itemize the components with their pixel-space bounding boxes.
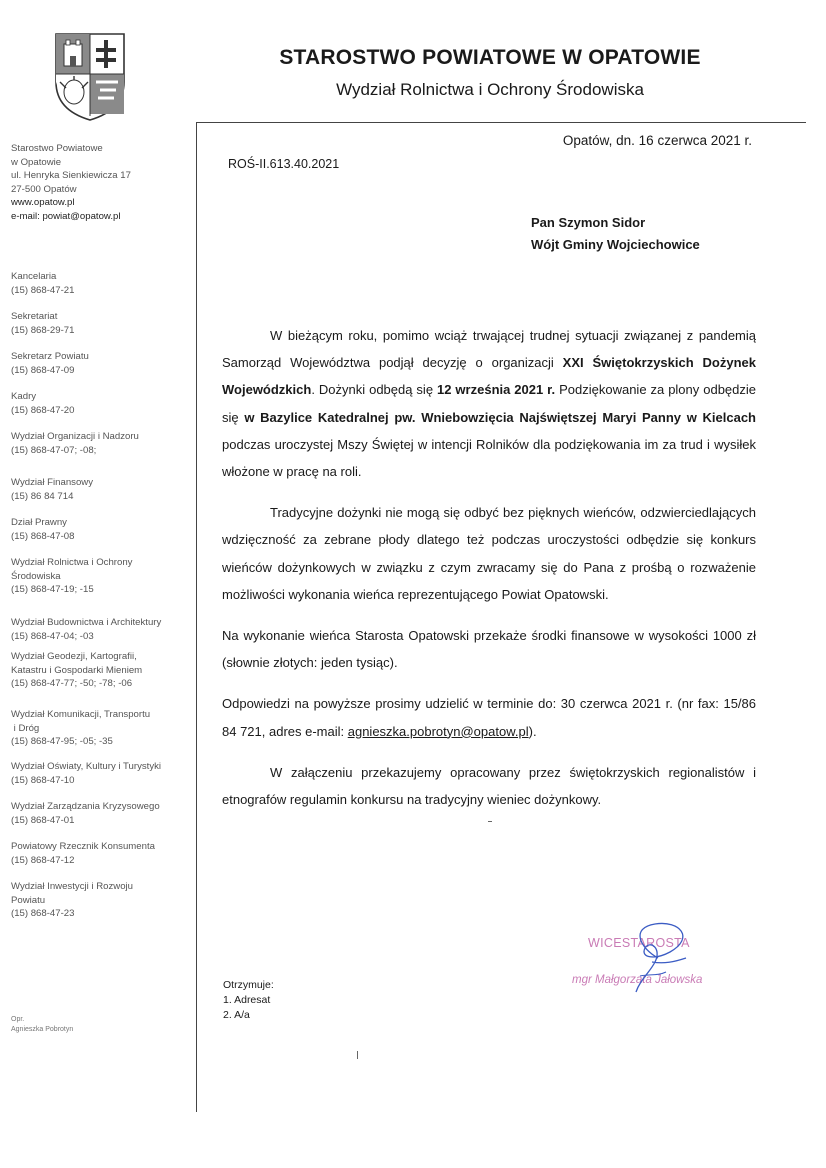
email-link[interactable]: e-mail: powiat@opatow.pl xyxy=(11,210,121,222)
department-phone: (15) 868-47-95; -05; -35 xyxy=(11,736,113,748)
department-phone: (15) 868-47-20 xyxy=(11,404,75,416)
department-entry xyxy=(11,350,193,377)
department-entry xyxy=(11,880,193,921)
department-entry xyxy=(11,270,193,297)
paragraph-3: Na wykonanie wieńca Starosta Opatowski przekaże środki finansowe w wysokości 1000 zł (słownie złotych: jeden tysiąc). xyxy=(222,628,756,671)
department-name: Wydział Finansowy xyxy=(11,477,94,488)
vertical-divider xyxy=(196,122,197,1112)
recipient-title: Wójt Gminy Wojciechowice xyxy=(531,237,700,252)
recipient-block xyxy=(531,212,700,256)
department-phone: (15) 868-47-01 xyxy=(11,814,75,826)
department-phone: (15) 868-47-23 xyxy=(11,908,75,920)
department-entry xyxy=(11,616,193,643)
fold-mark xyxy=(357,1051,358,1059)
letter-date: Opatów, dn. 16 czerwca 2021 r. xyxy=(562,133,752,148)
coat-of-arms-logo xyxy=(52,30,128,122)
prepared-by-name: Agnieszka Pobrotyn xyxy=(11,1026,74,1033)
department-entry xyxy=(11,800,193,827)
department-phone: (15) 868-47-10 xyxy=(11,774,75,786)
mark xyxy=(488,821,492,822)
department-entry xyxy=(11,556,193,597)
signature-stamp-title: WICESTAROSTA xyxy=(588,936,690,950)
department-phone: (15) 86 84 714 xyxy=(11,490,74,502)
reference-number: ROŚ-II.613.40.2021 xyxy=(228,157,340,171)
department-phone: (15) 868-47-19; -15 xyxy=(11,584,94,596)
department-entry xyxy=(11,516,193,543)
department-phone: (15) 868-47-04; -03 xyxy=(11,630,94,642)
department-name: Wydział Zarządzania Kryzysowego xyxy=(11,801,160,812)
department-name: Dział Prawny xyxy=(11,517,67,528)
paragraph-1: W bieżącym roku, pomimo wciąż trwającej trudnej sytuacji związanej z pandemią Samorząd Województwa podjął decyzję o organizacji XXI Świętokrzyskich Dożynek Wojewódzkich. Dożynki odbędą się 12 września 2021 r. Podziękowanie za plony odbędzie się w Bazylice Katedralnej pw. Wniebowzięcia Najświętszej Maryi Panny w Kielcach podczas uroczystej Mszy Świętej w intencji Rolników dla podziękowania im za trud i wysiłek włożone w pracę na roli. xyxy=(222,328,757,480)
department-entry xyxy=(11,310,193,337)
department-phone: (15) 868-47-21 xyxy=(11,284,75,296)
department-phone: (15) 868-47-77; -50; -78; -06 xyxy=(11,678,133,690)
department-phone: (15) 868-47-09 xyxy=(11,364,75,376)
department-name: Wydział Inwestycji i Rozwoju Powiatu xyxy=(11,881,134,906)
department-name: Kadry xyxy=(11,391,37,402)
signature-stamp-name: mgr Małgorzata Jałowska xyxy=(572,974,703,986)
handwritten-signature xyxy=(600,918,710,998)
department-name: Wydział Organizacji i Nadzoru xyxy=(11,431,139,442)
paragraph-4: Odpowiedzi na powyższe prosimy udzielić w terminie do: 30 czerwca 2021 r. (nr fax: 15/86 84 721, adres e-mail: agnieszka.pobrotyn@opatow.pl). xyxy=(222,696,756,739)
website-link[interactable]: www.opatow.pl xyxy=(11,197,75,209)
department-subtitle: Wydział Rolnictwa i Ochrony Środowiska xyxy=(336,80,644,99)
department-entry xyxy=(11,476,193,503)
department-name: Powiatowy Rzecznik Konsumenta xyxy=(11,841,155,852)
department-entry xyxy=(11,390,193,417)
distribution-item: 1. Adresat xyxy=(223,994,271,1006)
department-name: Wydział Budownictwa i Architektury xyxy=(11,617,162,628)
department-phone: (15) 868-47-07; -08; xyxy=(11,444,97,456)
department-name: Wydział Geodezji, Kartografii, Katastru i Gospodarki Mieniem xyxy=(11,651,143,676)
recipient-name: Pan Szymon Sidor xyxy=(531,215,646,230)
department-phone: (15) 868-29-71 xyxy=(11,324,75,336)
paragraph-2: Tradycyjne dożynki nie mogą się odbyć bez pięknych wieńców, odzwierciedlających wdzięczność za zebrane płody dlatego też podczas uroczystości odbędzie się konkurs wieńców dożynkowych w związku z czym zwracamy się do Pana z prośbą o rozważenie możliwości wykonania wieńca reprezentującego Powiat Opatowski. xyxy=(222,505,756,602)
department-phone: (15) 868-47-08 xyxy=(11,530,75,542)
horizontal-divider xyxy=(196,122,806,123)
address-line: w Opatowie xyxy=(11,156,62,168)
department-entry xyxy=(11,840,193,867)
department-entry xyxy=(11,650,193,691)
department-name: Sekretarz Powiatu xyxy=(11,351,89,362)
prepared-by-label: Opr. xyxy=(11,1016,25,1023)
address-line: ul. Henryka Sienkiewicza 17 xyxy=(11,170,131,182)
department-phone: (15) 868-47-12 xyxy=(11,854,75,866)
letter-body xyxy=(222,322,756,813)
prepared-by xyxy=(11,1015,73,1035)
department-entry xyxy=(11,430,193,457)
department-name: Kancelaria xyxy=(11,271,57,282)
contact-email-link[interactable]: agnieszka.pobrotyn@opatow.pl xyxy=(347,723,529,739)
office-title: STAROSTWO POWIATOWE W OPATOWIE xyxy=(279,46,701,69)
department-name: Wydział Rolnictwa i Ochrony Środowiska xyxy=(11,557,133,582)
department-entry xyxy=(11,708,193,749)
distribution-label: Otrzymuje: xyxy=(223,979,274,991)
department-name: Sekretariat xyxy=(11,311,58,322)
office-address xyxy=(11,142,193,224)
address-line: 27-500 Opatów xyxy=(11,183,77,195)
department-name: Wydział Oświaty, Kultury i Turystyki xyxy=(11,761,162,772)
distribution-item: 2. A/a xyxy=(223,1009,250,1021)
address-line: Starostwo Powiatowe xyxy=(11,143,103,154)
sidebar-contacts xyxy=(11,142,193,920)
department-name: Wydział Komunikacji, Transportu i Dróg xyxy=(11,709,151,734)
paragraph-5: W załączeniu przekazujemy opracowany przez świętokrzyskich regionalistów i etnografów regulamin konkursu na tradycyjny wieniec dożynkowy. xyxy=(222,764,756,808)
department-entry xyxy=(11,760,193,787)
distribution-list xyxy=(223,978,274,1023)
